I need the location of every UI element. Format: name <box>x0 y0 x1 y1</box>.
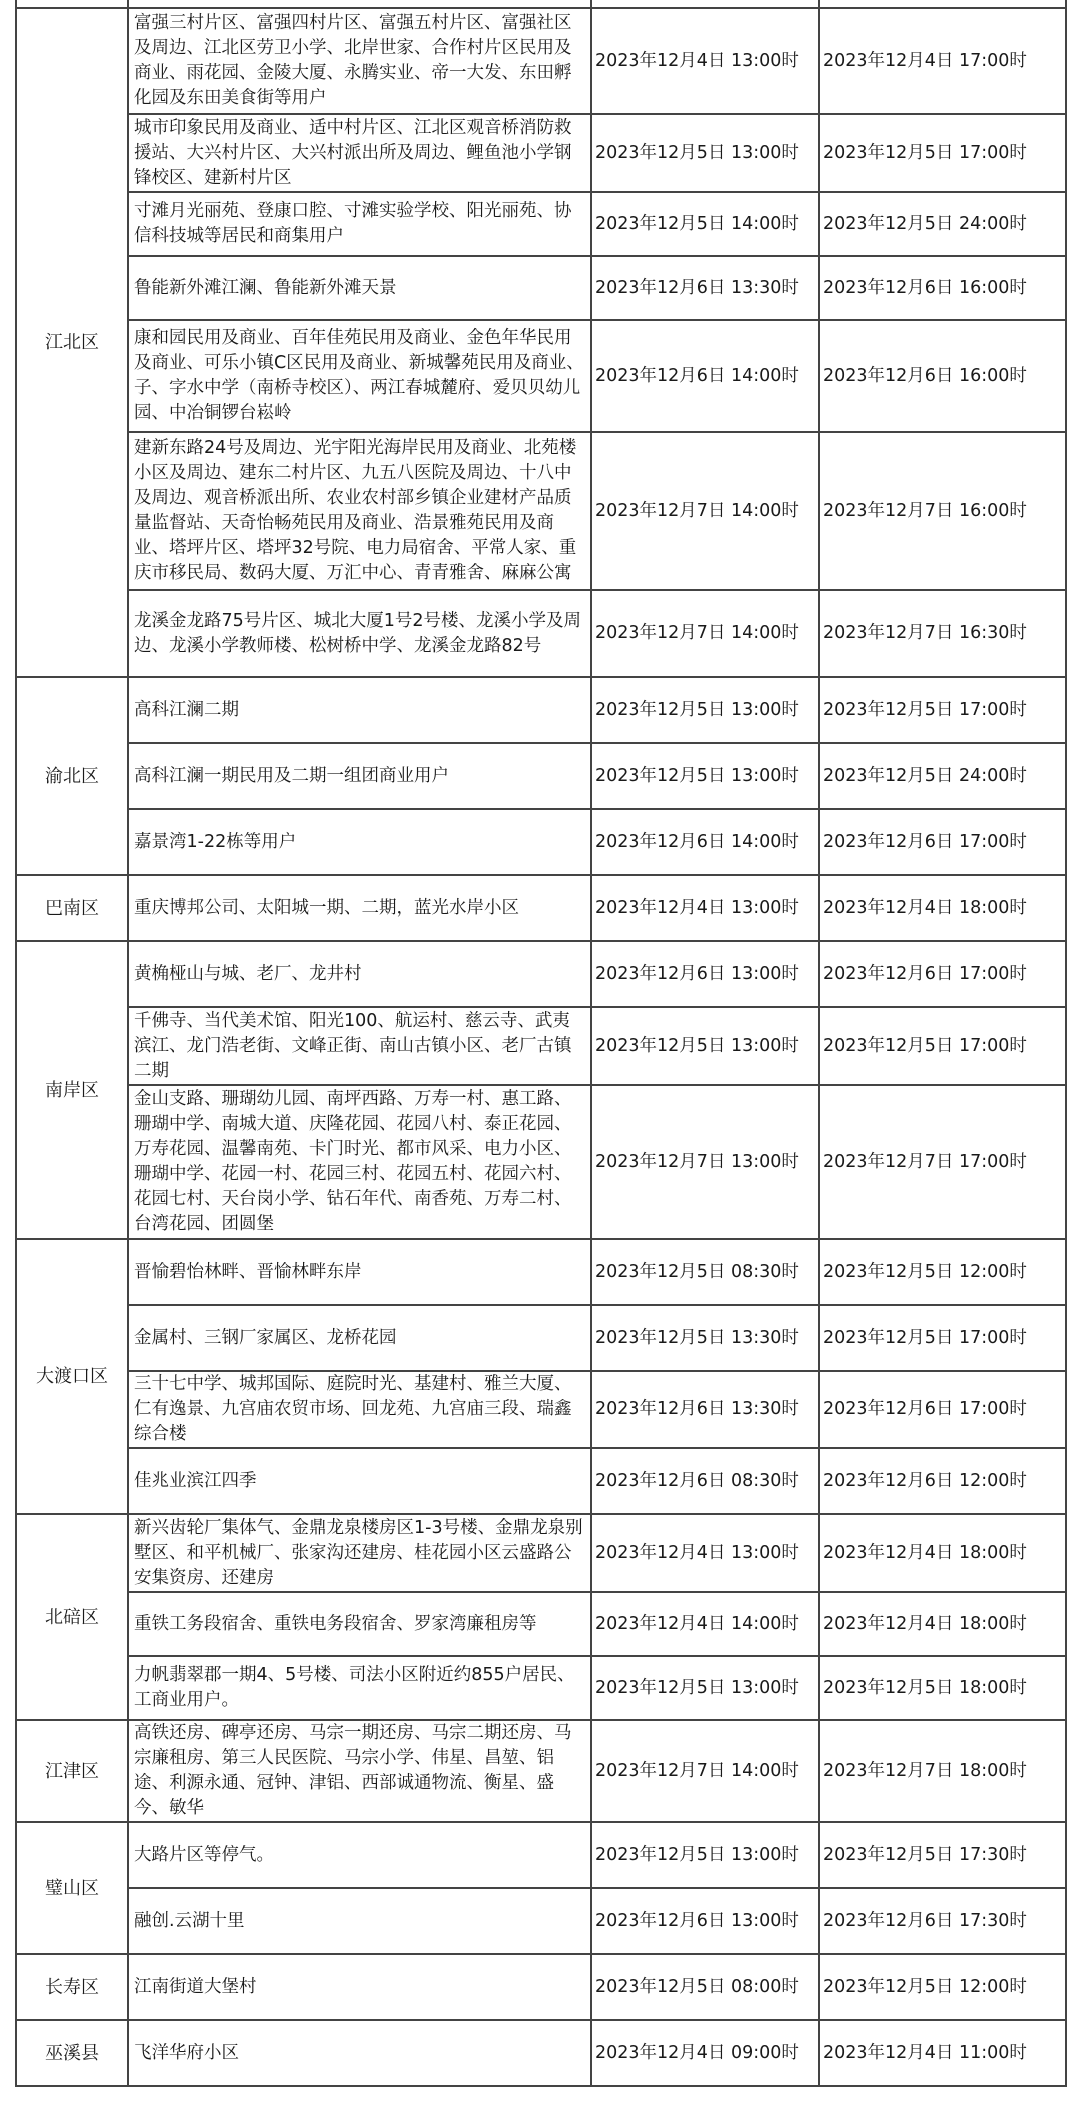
start-time-cell: 2023年12月6日 13:30时 <box>591 256 819 320</box>
district-cell: 璧山区 <box>16 1822 128 1954</box>
start-time-cell: 2023年12月6日 13:30时 <box>591 1371 819 1448</box>
area-cell: 建新东路24号及周边、光宇阳光海岸民用及商业、北苑楼小区及周边、建东二村片区、九五八医院及周边、十八中及周边、观音桥派出所、农业农村部乡镇企业建材产品质量监督站、天奇怡畅苑民用及商业、浩景雅苑民用及商业、塔坪片区、塔坪32号院、电力局宿舍、平常人家、重庆市移民局、数码大厦、万汇中心、青青雅舍、麻麻公寓 <box>128 432 591 590</box>
end-time-cell: 2023年12月5日 17:00时 <box>819 677 1066 743</box>
end-time-cell: 2023年12月6日 16:00时 <box>819 320 1066 432</box>
area-cell: 城市印象民用及商业、适中村片区、江北区观音桥消防救援站、大兴村片区、大兴村派出所及周边、鲤鱼池小学钢锋校区、建新村片区 <box>128 114 591 192</box>
start-time-cell: 2023年12月6日 13:00时 <box>591 941 819 1007</box>
area-cell: 嘉景湾1-22栋等用户 <box>128 809 591 875</box>
district-cell: 巫溪县 <box>16 2020 128 2086</box>
area-cell: 力帆翡翠郡一期4、5号楼、司法小区附近约855户居民、工商业用户。 <box>128 1656 591 1720</box>
start-time-cell: 2023年12月5日 13:00时 <box>591 1656 819 1720</box>
area-cell: 新兴齿轮厂集体气、金鼎龙泉楼房区1-3号楼、金鼎龙泉别墅区、和平机械厂、张家沟还建房、桂花园小区云盛路公安集资房、还建房 <box>128 1514 591 1592</box>
area-cell: 龙溪金龙路75号片区、城北大厦1号2号楼、龙溪小学及周边、龙溪小学教师楼、松树桥中学、龙溪金龙路82号 <box>128 590 591 677</box>
end-time-cell: 2023年12月5日 17:00时 <box>819 1305 1066 1371</box>
table-row <box>16 256 1066 320</box>
table-row <box>16 677 1066 743</box>
start-time-cell: 2023年12月5日 08:00时 <box>591 1954 819 2020</box>
start-time-cell: 2023年12月5日 08:30时 <box>591 1239 819 1305</box>
area-cell: 康和园民用及商业、百年佳苑民用及商业、金色年华民用及商业、可乐小镇C区民用及商业、新城馨苑民用及商业、子、字水中学（南桥寺校区）、两江春城麓府、爱贝贝幼儿园、中冶铜锣台崧岭 <box>128 320 591 432</box>
end-time-cell: 2023年12月5日 17:00时 <box>819 114 1066 192</box>
area-cell: 佳兆业滨江四季 <box>128 1448 591 1514</box>
start-time-cell: 2023年12月4日 13:00时 <box>591 1514 819 1592</box>
start-time-cell: 2023年12月6日 14:00时 <box>591 320 819 432</box>
area-cell: 江南街道大堡村 <box>128 1954 591 2020</box>
table-row <box>16 1305 1066 1371</box>
table-row <box>16 114 1066 192</box>
end-time-cell: 2023年12月5日 18:00时 <box>819 1656 1066 1720</box>
start-time-cell: 2023年12月6日 13:00时 <box>591 1888 819 1954</box>
end-time-cell: 2023年12月4日 18:00时 <box>819 875 1066 941</box>
area-cell: 飞洋华府小区 <box>128 2020 591 2086</box>
district-cell <box>16 0 128 8</box>
end-time-cell: 2023年12月5日 12:00时 <box>819 1954 1066 2020</box>
end-time-cell: 2023年12月6日 17:00时 <box>819 1371 1066 1448</box>
area-cell: 高铁还房、碑亭还房、马宗一期还房、马宗二期还房、马宗廉租房、第三人民医院、马宗小学、伟星、昌堃、铝途、利源永通、冠钟、津铝、西部诚通物流、衡星、盛今、敏华 <box>128 1720 591 1822</box>
end-time-cell <box>819 0 1066 8</box>
table-row <box>16 809 1066 875</box>
table-row <box>16 941 1066 1007</box>
district-cell: 巴南区 <box>16 875 128 941</box>
table-row <box>16 1371 1066 1448</box>
start-time-cell: 2023年12月5日 13:00时 <box>591 743 819 809</box>
table-row <box>16 1007 1066 1085</box>
end-time-cell: 2023年12月4日 18:00时 <box>819 1514 1066 1592</box>
area-cell <box>128 0 591 8</box>
start-time-cell: 2023年12月7日 14:00时 <box>591 432 819 590</box>
area-cell: 寸滩月光丽苑、登康口腔、寸滩实验学校、阳光丽苑、协信科技城等居民和商集用户 <box>128 192 591 256</box>
area-cell: 黄桷桠山与城、老厂、龙井村 <box>128 941 591 1007</box>
start-time-cell: 2023年12月4日 09:00时 <box>591 2020 819 2086</box>
gas-outage-table <box>15 0 1067 2087</box>
end-time-cell: 2023年12月4日 17:00时 <box>819 8 1066 114</box>
area-cell: 千佛寺、当代美术馆、阳光100、航运村、慈云寺、武夷滨江、龙门浩老街、文峰正街、南山古镇小区、老厂古镇二期 <box>128 1007 591 1085</box>
table-row <box>16 1954 1066 2020</box>
area-cell: 金山支路、珊瑚幼儿园、南坪西路、万寿一村、惠工路、珊瑚中学、南城大道、庆隆花园、花园八村、泰正花园、万寿花园、温馨南苑、卡门时光、都市风采、电力小区、珊瑚中学、花园一村、花园三村、花园五村、花园六村、花园七村、天台岗小学、钻石年代、南香苑、万寿二村、台湾花园、团圆堡 <box>128 1085 591 1239</box>
outage-table-container <box>15 0 1065 2087</box>
end-time-cell: 2023年12月7日 17:00时 <box>819 1085 1066 1239</box>
start-time-cell: 2023年12月5日 13:00时 <box>591 1007 819 1085</box>
start-time-cell: 2023年12月5日 13:00时 <box>591 1822 819 1888</box>
start-time-cell: 2023年12月6日 08:30时 <box>591 1448 819 1514</box>
start-time-cell: 2023年12月5日 14:00时 <box>591 192 819 256</box>
area-cell: 重庆博邦公司、太阳城一期、二期，蓝光水岸小区 <box>128 875 591 941</box>
district-cell: 渝北区 <box>16 677 128 875</box>
district-cell: 江北区 <box>16 8 128 677</box>
start-time-cell <box>591 0 819 8</box>
area-cell: 富强三村片区、富强四村片区、富强五村片区、富强社区及周边、江北区劳卫小学、北岸世家、合作村片区民用及商业、雨花园、金陵大厦、永腾实业、帝一大发、东田孵化园及东田美食街等用户 <box>128 8 591 114</box>
area-cell: 高科江澜一期民用及二期一组团商业用户 <box>128 743 591 809</box>
end-time-cell: 2023年12月7日 18:00时 <box>819 1720 1066 1822</box>
table-body <box>16 0 1066 2086</box>
area-cell: 晋愉碧怡林畔、晋愉林畔东岸 <box>128 1239 591 1305</box>
district-cell: 北碚区 <box>16 1514 128 1720</box>
end-time-cell: 2023年12月5日 17:00时 <box>819 1007 1066 1085</box>
area-cell: 大路片区等停气。 <box>128 1822 591 1888</box>
start-time-cell: 2023年12月4日 14:00时 <box>591 1592 819 1656</box>
end-time-cell: 2023年12月6日 17:00时 <box>819 941 1066 1007</box>
table-row <box>16 8 1066 114</box>
end-time-cell: 2023年12月7日 16:30时 <box>819 590 1066 677</box>
district-cell: 大渡口区 <box>16 1239 128 1514</box>
table-row <box>16 1085 1066 1239</box>
end-time-cell: 2023年12月4日 18:00时 <box>819 1592 1066 1656</box>
start-time-cell: 2023年12月7日 14:00时 <box>591 1720 819 1822</box>
table-row <box>16 743 1066 809</box>
area-cell: 融创.云湖十里 <box>128 1888 591 1954</box>
area-cell: 金属村、三钢厂家属区、龙桥花园 <box>128 1305 591 1371</box>
table-row <box>16 432 1066 590</box>
district-cell: 南岸区 <box>16 941 128 1239</box>
end-time-cell: 2023年12月6日 17:30时 <box>819 1888 1066 1954</box>
end-time-cell: 2023年12月6日 17:00时 <box>819 809 1066 875</box>
table-row <box>16 1592 1066 1656</box>
table-row <box>16 320 1066 432</box>
table-row <box>16 590 1066 677</box>
table-row <box>16 1822 1066 1888</box>
end-time-cell: 2023年12月5日 12:00时 <box>819 1239 1066 1305</box>
end-time-cell: 2023年12月6日 12:00时 <box>819 1448 1066 1514</box>
table-row <box>16 2020 1066 2086</box>
table-row <box>16 1656 1066 1720</box>
end-time-cell: 2023年12月7日 16:00时 <box>819 432 1066 590</box>
table-row <box>16 1720 1066 1822</box>
table-row <box>16 875 1066 941</box>
table-row <box>16 1514 1066 1592</box>
area-cell: 重铁工务段宿舍、重铁电务段宿舍、罗家湾廉租房等 <box>128 1592 591 1656</box>
area-cell: 鲁能新外滩江澜、鲁能新外滩天景 <box>128 256 591 320</box>
start-time-cell: 2023年12月6日 14:00时 <box>591 809 819 875</box>
end-time-cell: 2023年12月5日 24:00时 <box>819 743 1066 809</box>
table-row <box>16 0 1066 8</box>
start-time-cell: 2023年12月7日 14:00时 <box>591 590 819 677</box>
start-time-cell: 2023年12月5日 13:00时 <box>591 677 819 743</box>
table-row <box>16 192 1066 256</box>
start-time-cell: 2023年12月4日 13:00时 <box>591 875 819 941</box>
start-time-cell: 2023年12月5日 13:00时 <box>591 114 819 192</box>
area-cell: 三十七中学、城邦国际、庭院时光、基建村、雅兰大厦、仁有逸景、九宫庙农贸市场、回龙苑、九宫庙三段、瑞鑫综合楼 <box>128 1371 591 1448</box>
area-cell: 高科江澜二期 <box>128 677 591 743</box>
end-time-cell: 2023年12月4日 11:00时 <box>819 2020 1066 2086</box>
start-time-cell: 2023年12月5日 13:30时 <box>591 1305 819 1371</box>
district-cell: 江津区 <box>16 1720 128 1822</box>
table-row <box>16 1448 1066 1514</box>
end-time-cell: 2023年12月5日 17:30时 <box>819 1822 1066 1888</box>
end-time-cell: 2023年12月6日 16:00时 <box>819 256 1066 320</box>
table-row <box>16 1239 1066 1305</box>
district-cell: 长寿区 <box>16 1954 128 2020</box>
end-time-cell: 2023年12月5日 24:00时 <box>819 192 1066 256</box>
start-time-cell: 2023年12月4日 13:00时 <box>591 8 819 114</box>
table-row <box>16 1888 1066 1954</box>
start-time-cell: 2023年12月7日 13:00时 <box>591 1085 819 1239</box>
